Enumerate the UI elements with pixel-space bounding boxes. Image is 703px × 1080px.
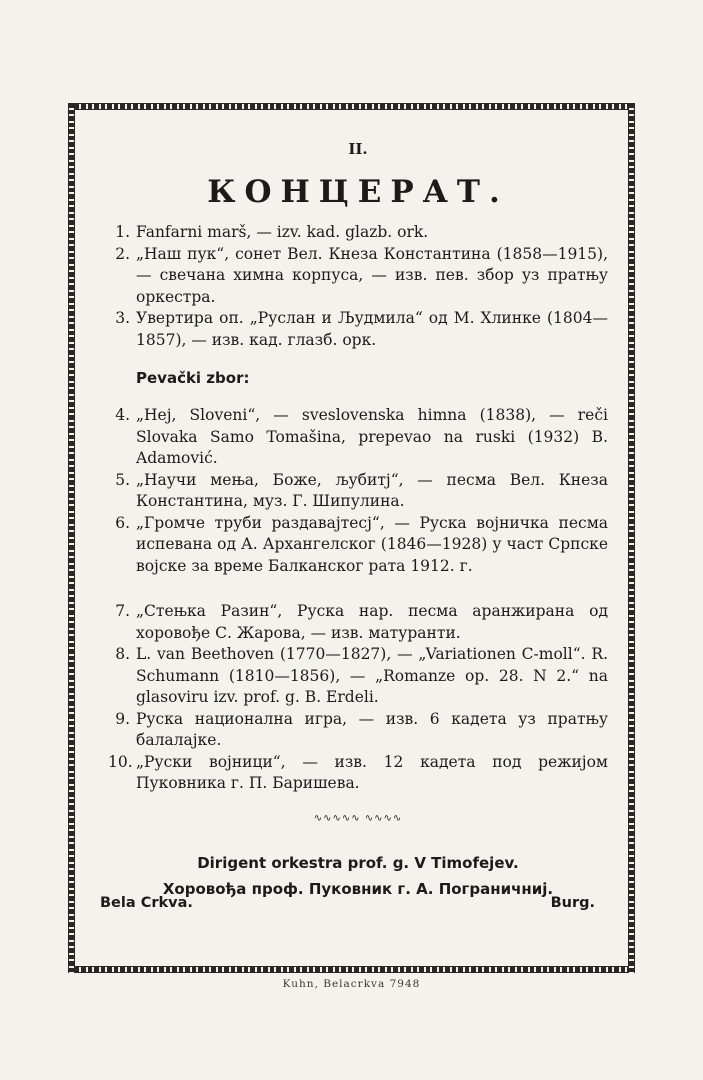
item-text: Увертира оп. „Руслан и Људмила“ од М. Хлинке (1804—1857), — изв. кад. глазб. орк. bbox=[136, 309, 608, 349]
program-item bbox=[108, 308, 608, 351]
item-number: 8. bbox=[115, 645, 130, 663]
item-number: 10. bbox=[108, 752, 133, 771]
venue-label: Burg. bbox=[550, 895, 595, 911]
program-content bbox=[108, 140, 608, 902]
program-item bbox=[108, 244, 608, 309]
item-text: „Руски војници“, — изв. 12 кадета под режијом Пуковника г. П. Баришева. bbox=[136, 752, 608, 792]
program-item bbox=[108, 709, 608, 752]
program-item bbox=[108, 222, 608, 244]
border-left bbox=[68, 103, 75, 973]
choirmaster-credit: Хоровођа проф. Пуковник г. А. Пограничниј. bbox=[162, 879, 554, 898]
item-text: Руска национална игра, — изв. 6 кадета уз пратњу балалајке. bbox=[136, 709, 608, 749]
item-text: „Hej, Sloveni“, — sveslovenska himna (1838), — reči Slovaka Samo Tomašina, prepevao na ruski (1932) B. Adamović. bbox=[136, 406, 608, 467]
program-item bbox=[108, 601, 608, 644]
conductor-credit: Dirigent orkestra prof. g. V Timofejev. bbox=[197, 853, 519, 872]
item-number: 9. bbox=[115, 709, 130, 728]
place-label: Bela Crkva. bbox=[100, 895, 193, 911]
item-number: 2. bbox=[115, 244, 130, 263]
item-text: L. van Beethoven (1770—1827), — „Variationen C-moll“. R. Schumann (1810—1856), — „Romanze op. 28. N 2.“ na glasoviru izv. prof. g. B. Erdeli. bbox=[136, 645, 608, 706]
program-item bbox=[108, 644, 608, 709]
program-item bbox=[108, 470, 608, 513]
choir-heading: Pevački zbor: bbox=[136, 369, 250, 387]
item-text: Fanfarni marš, — izv. kad. glazb. ork. bbox=[136, 223, 429, 241]
item-number: 6. bbox=[115, 513, 130, 532]
program-list-part3 bbox=[108, 601, 608, 795]
item-number: 7. bbox=[115, 602, 130, 620]
border-top bbox=[68, 103, 635, 110]
program-item bbox=[108, 513, 608, 578]
program-item bbox=[108, 752, 608, 795]
item-text: „Громче труби раздавајтесј“, — Руска војничка песма испевана од А. Архангелског (1846—1928) у част Српске војске за време Балканског рата 1912. г. bbox=[136, 513, 608, 575]
item-text: „Стењка Разин“, Руска нар. песма аранжирана од хоровође С. Жарова, — изв. матуранти. bbox=[136, 602, 608, 642]
item-text: „Научи мења, Боже, љубитј“, — песма Вел. Кнеза Константина, муз. Г. Шипулина. bbox=[136, 470, 608, 510]
border-bottom bbox=[68, 966, 635, 973]
printer-imprint: Kuhn, Belacrkva 7948 bbox=[282, 978, 421, 990]
program-list-part1 bbox=[108, 222, 608, 351]
item-text: „Наш пук“, сонет Вел. Кнеза Константина (1858—1915), — свечана химна корпуса, — изв. пев. збор уз пратњу оркестра. bbox=[136, 244, 608, 306]
program-title: КОНЦЕРАТ. bbox=[207, 174, 509, 210]
program-item bbox=[108, 405, 608, 470]
item-number: 5. bbox=[115, 470, 130, 489]
item-number: 4. bbox=[115, 406, 130, 424]
ornament-divider: ∿∿∿∿∿ ∿∿∿∿ bbox=[313, 812, 403, 824]
program-list-part2 bbox=[108, 405, 608, 577]
section-numeral: II. bbox=[348, 140, 368, 158]
item-number: 1. bbox=[115, 223, 130, 241]
border-right bbox=[628, 103, 635, 973]
item-number: 3. bbox=[115, 309, 130, 327]
